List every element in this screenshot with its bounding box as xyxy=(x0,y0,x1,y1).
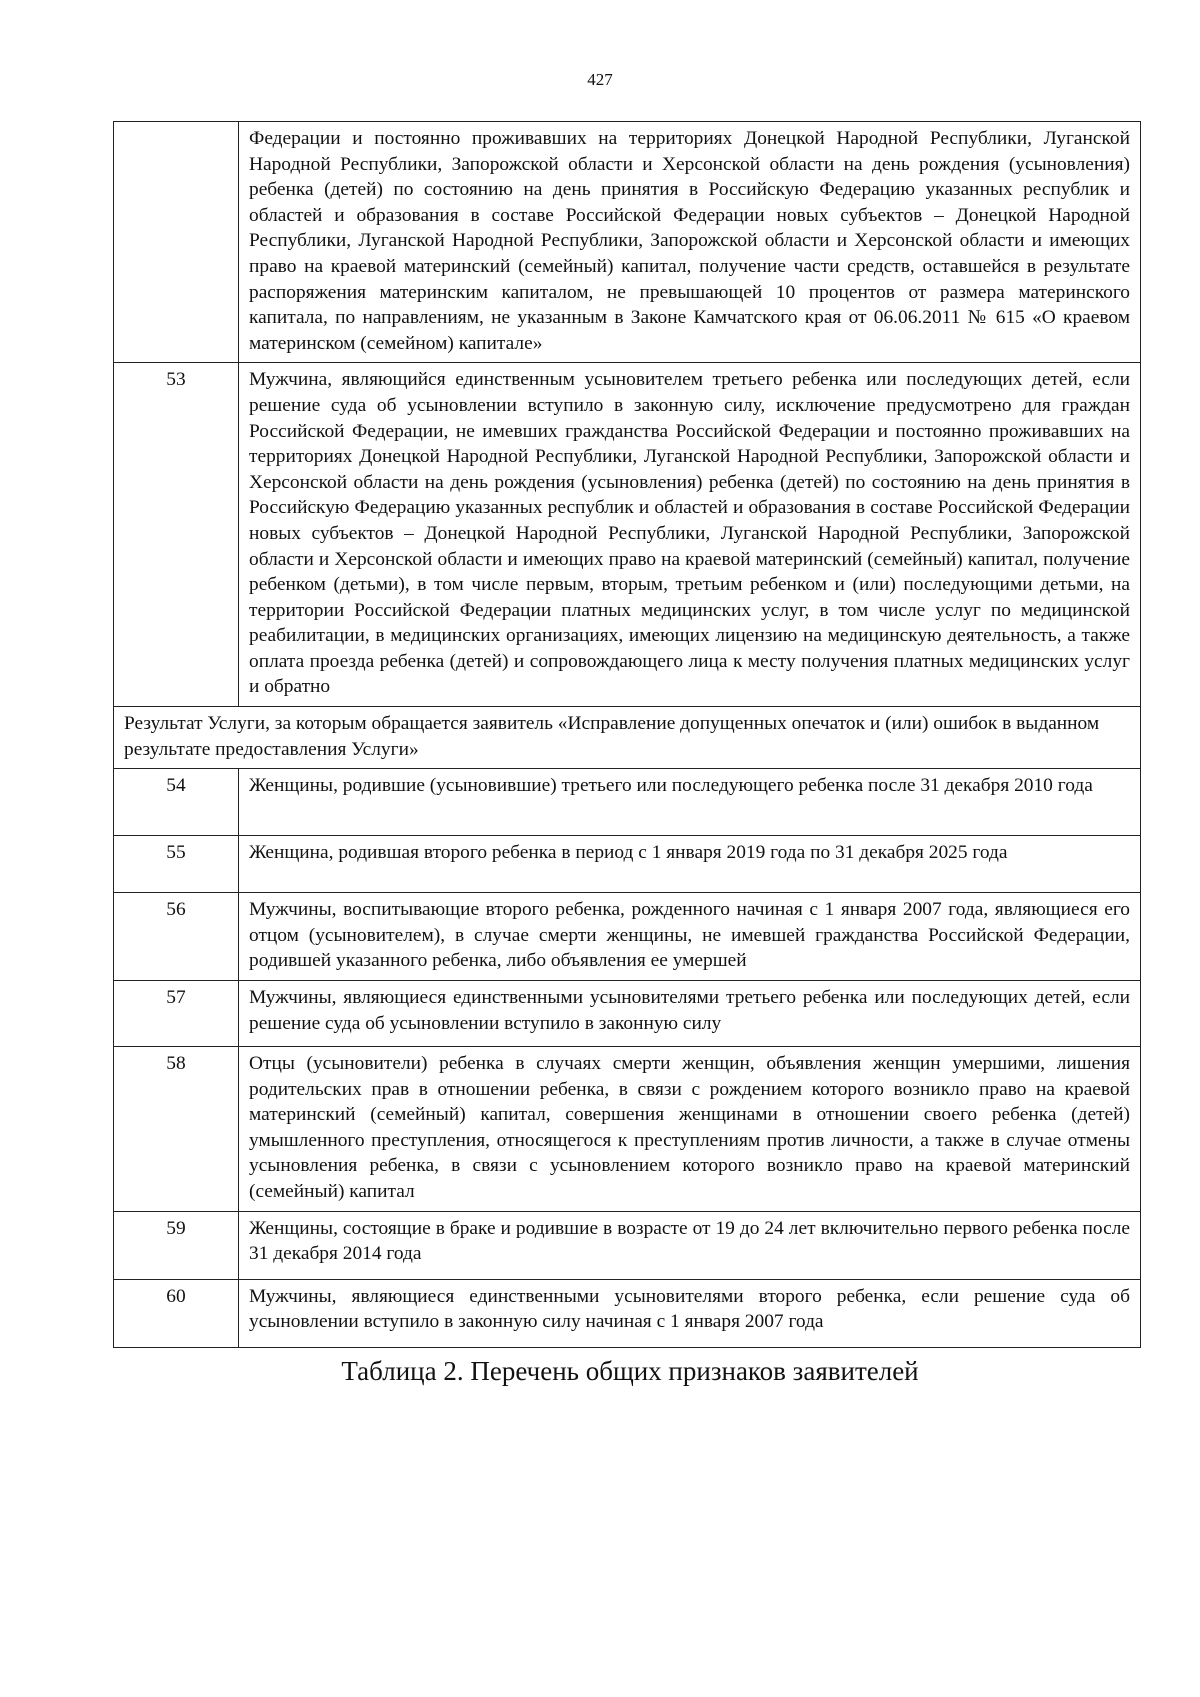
section-header-row xyxy=(114,707,1141,769)
table-row xyxy=(114,836,1141,893)
table-row xyxy=(114,363,1141,707)
row-text: Женщины, состоящие в браке и родившие в возрасте от 19 до 24 лет включительно первого ребенка после 31 декабря 2014 года xyxy=(239,1211,1141,1279)
row-number: 54 xyxy=(114,769,239,836)
table-caption: Таблица 2. Перечень общих признаков заявителей xyxy=(341,1356,919,1386)
table-row xyxy=(114,981,1141,1047)
row-number: 56 xyxy=(114,893,239,981)
row-text: Женщины, родившие (усыновившие) третьего или последующего ребенка после 31 декабря 2010 года xyxy=(239,769,1141,836)
row-text: Женщина, родившая второго ребенка в период с 1 января 2019 года по 31 декабря 2025 года xyxy=(239,836,1141,893)
row-number: 55 xyxy=(114,836,239,893)
row-text: Мужчины, воспитывающие второго ребенка, рожденного начиная с 1 января 2007 года, являющиеся его отцом (усыновителем), в случае смерти женщины, не имевшей гражданства Российской Федерации, родившей указанного ребенка, либо объявления ее умершей xyxy=(239,893,1141,981)
table-row xyxy=(114,1047,1141,1212)
table-row xyxy=(114,893,1141,981)
table-row xyxy=(114,1279,1141,1347)
row-text: Мужчины, являющиеся единственными усыновителями второго ребенка, если решение суда об усыновлении вступило в законную силу начиная с 1 января 2007 года xyxy=(239,1279,1141,1347)
table-row xyxy=(114,122,1141,363)
row-number: 60 xyxy=(114,1279,239,1347)
section-header: Результат Услуги, за которым обращается заявитель «Исправление допущенных опечаток и (или) ошибок в выданном результате предоставления Услуги» xyxy=(114,707,1141,769)
applicant-criteria-table xyxy=(113,121,1141,1348)
table-row xyxy=(114,1211,1141,1279)
row-text: Отцы (усыновители) ребенка в случаях смерти женщин, объявления женщин умершими, лишения родительских прав в отношении ребенка, в связи с рождением которого возникло право на краевой материнский (семейный) капитал, совершения женщинами в отношении своего ребенка (детей) умышленного преступления, относящегося к преступлениям против личности, а также в случае отмены усыновления ребенка, в связи с усыновлением которого возникло право на краевой материнский (семейный) капитал xyxy=(239,1047,1141,1212)
row-number: 59 xyxy=(114,1211,239,1279)
row-number xyxy=(114,122,239,363)
page-number: 427 xyxy=(587,70,613,89)
row-number: 58 xyxy=(114,1047,239,1212)
row-text: Мужчины, являющиеся единственными усыновителями третьего ребенка или последующих детей, если решение суда об усыновлении вступило в законную силу xyxy=(239,981,1141,1047)
row-number: 53 xyxy=(114,363,239,707)
row-text: Федерации и постоянно проживавших на территориях Донецкой Народной Республики, Луганской Народной Республики, Запорожской области и Херсонской области на день рождения (усыновления) ребенка (детей) по состоянию на день принятия в Российскую Федерацию указанных республик и областей и образования в составе Российской Федерации новых субъектов – Донецкой Народной Республики, Луганской Народной Республики, Запорожской области и Херсонской области и имеющих право на краевой материнский (семейный) капитал, получение части средств, оставшейся в результате распоряжения материнским капиталом, не превышающей 10 процентов от размера материнского капитала, по направлениям, не указанным в Законе Камчатского края от 06.06.2011 № 615 «О краевом материнском (семейном) капитале» xyxy=(239,122,1141,363)
table-row xyxy=(114,769,1141,836)
row-text: Мужчина, являющийся единственным усыновителем третьего ребенка или последующих детей, если решение суда об усыновлении вступило в законную силу, исключение предусмотрено для граждан Российской Федерации, не имевших гражданства Российской Федерации и постоянно проживавших на территориях Донецкой Народной Республики, Луганской Народной Республики, Запорожской области и Херсонской области на день рождения (усыновления) ребенка (детей) по состоянию на день принятия в Российскую Федерацию указанных республик и областей и образования в составе Российской Федерации новых субъектов – Донецкой Народной Республики, Луганской Народной Республики, Запорожской области и Херсонской области и имеющих право на краевой материнский (семейный) капитал, получение ребенком (детьми), в том числе первым, вторым, третьим ребенком и (или) последующими детьми, на территории Российской Федерации платных медицинских услуг, в том числе услуг по медицинской реабилитации, в медицинских организациях, имеющих лицензию на медицинскую деятельность, а также оплата проезда ребенка (детей) и сопровождающего лица к месту получения платных медицинских услуг и обратно xyxy=(239,363,1141,707)
row-number: 57 xyxy=(114,981,239,1047)
